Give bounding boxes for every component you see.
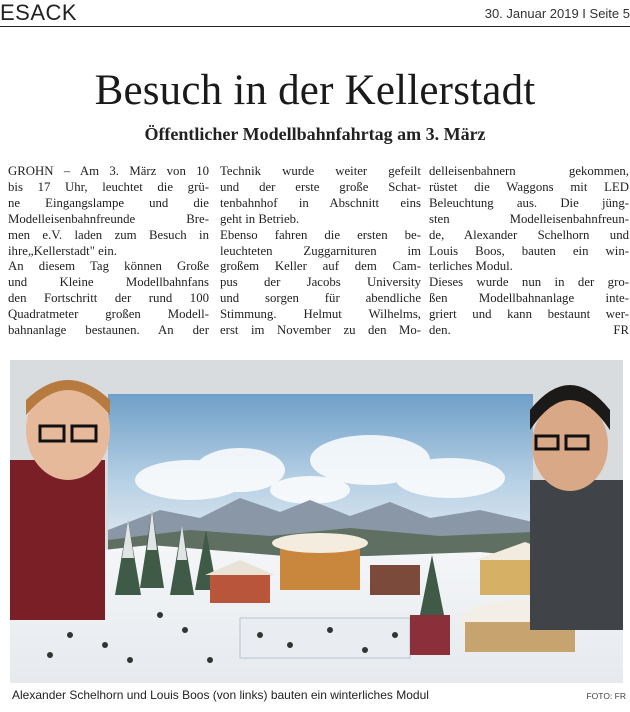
- article-body: [8, 164, 628, 344]
- body-line: GROHN – Am 3. März von 10: [8, 164, 209, 178]
- body-line: bis 17 Uhr, leuchtet die grü-: [8, 179, 209, 194]
- body-line: erst im November zu den Mo-: [220, 323, 421, 338]
- body-line: geht in Betrieb.: [220, 211, 300, 226]
- pink-hut: [410, 615, 450, 655]
- body-line-text: den.: [429, 323, 451, 338]
- body-line: Quadratmeter großen Modell-: [8, 307, 209, 322]
- body-line: leuchteten Zuggarnituren im: [220, 243, 421, 258]
- body-line: pus der Jacobs University: [220, 275, 421, 290]
- body-line: ne Eingangslampe und die: [8, 195, 209, 210]
- date-page-line: 30. Januar 2019 I Seite 5: [484, 6, 630, 21]
- body-line: Stimmung. Helmut Wilhelms,: [220, 307, 421, 322]
- article-subheadline: Öffentlicher Modellbahnfahrtag am 3. März: [144, 124, 486, 144]
- body-line: und sorgen für abendliche: [220, 291, 421, 306]
- ice-rink: [240, 618, 410, 658]
- body-line: Louis Boos, bauten ein win-: [429, 243, 629, 258]
- body-line: de, Alexander Schelhorn und: [429, 227, 629, 242]
- model-railway-photo: [10, 360, 623, 683]
- body-line: griert und kann bestaunt wer-: [429, 307, 629, 322]
- body-line: An diesem Tag können Große: [8, 259, 209, 274]
- body-line: Technik wurde weiter gefeilt: [220, 164, 421, 178]
- body-line: bahnanlage bestaunen. An der: [8, 323, 209, 338]
- article-column-1: [8, 164, 209, 339]
- body-line: ihre„Kellerstadt" ein.: [8, 243, 117, 258]
- body-line: ßen Modellbahnanlage inte-: [429, 291, 629, 306]
- article-column-3: [429, 164, 629, 339]
- body-line: sten Modelleisenbahnfreun-: [429, 211, 629, 226]
- boy-right: [530, 385, 623, 630]
- body-line: men e.V. laden zum Besuch in: [8, 227, 209, 242]
- body-line: [429, 323, 629, 339]
- body-line: und der erste große Schat-: [220, 179, 421, 194]
- article-photo: [10, 360, 623, 683]
- body-line: den Fortschritt der rund 100: [8, 291, 209, 306]
- photo-credit: FOTO: FR: [586, 691, 626, 701]
- author-initials: FR: [613, 323, 629, 338]
- article-headline: Besuch in der Kellerstadt: [94, 67, 536, 114]
- photo-caption: Alexander Schelhorn und Louis Boos (von links) bauten ein winterliches Modul: [12, 688, 429, 702]
- body-line: Ebenso fahren die ersten be-: [220, 227, 421, 242]
- body-line: rüstet die Waggons mit LED: [429, 179, 629, 194]
- body-line: tenbahnhof in Abschnitt eins: [220, 195, 421, 210]
- body-line: Dieses wurde nun in der gro-: [429, 275, 629, 290]
- body-line: und Kleine Modellbahnfans: [8, 275, 209, 290]
- page-header: [0, 0, 630, 27]
- body-line: Beleuchtung aus. Die jüng-: [429, 195, 629, 210]
- body-line: Modelleisenbahnfreunde Bre-: [8, 211, 209, 226]
- body-line: großem Keller auf dem Cam-: [220, 259, 421, 274]
- section-name: ESACK: [0, 0, 78, 25]
- body-line: delleisenbahnern gekommen,: [429, 164, 629, 178]
- article-column-2: [220, 164, 421, 339]
- body-line: terliches Modul.: [429, 259, 513, 274]
